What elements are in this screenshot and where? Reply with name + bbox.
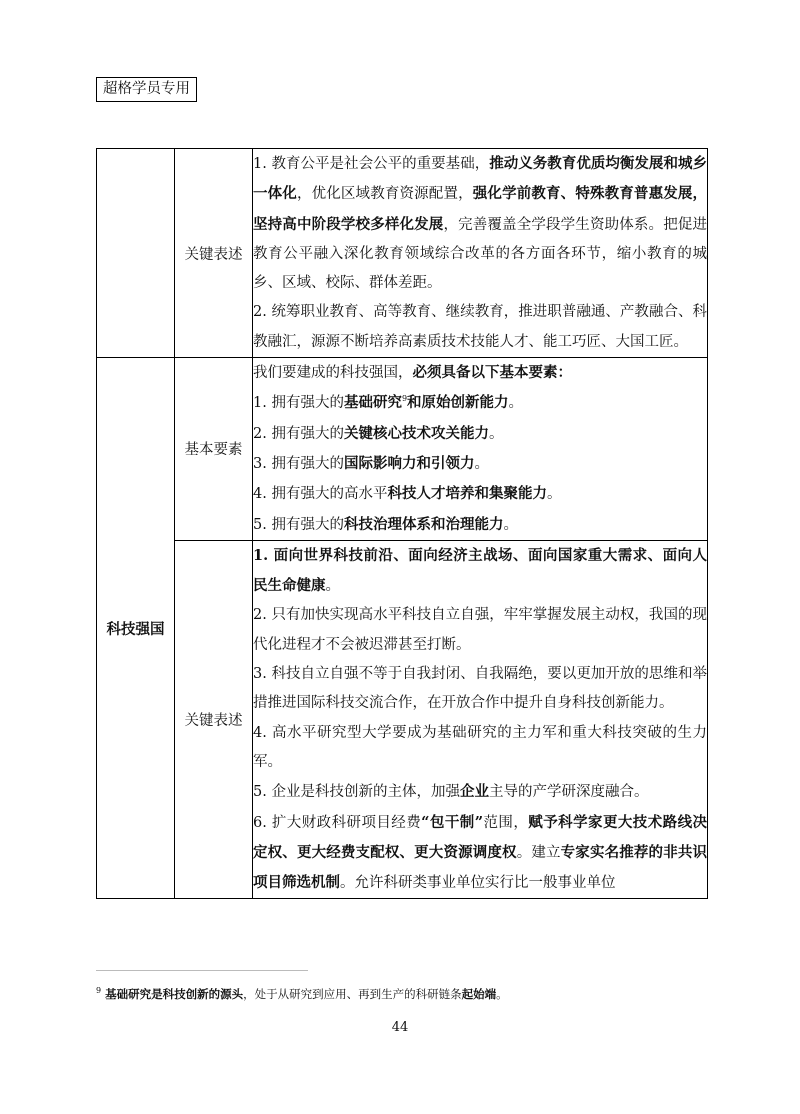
paragraph — [253, 601, 707, 660]
footnote-marker: 9 — [96, 986, 102, 996]
sub-label-top-key: 关键表述 — [175, 149, 253, 358]
text-run: ，优化区域教育资源配置， — [296, 186, 473, 203]
text-run: 主导的产学研深度融合。 — [488, 784, 649, 801]
text-run: 2. 统筹职业教育、高等教育、继续教育，推进职普融通、产教融合、科教融汇，源源不断培养高素质技术技能人才、能工巧匠、大国工匠。 — [253, 304, 707, 350]
paragraph — [253, 358, 707, 388]
text-run: 3. 拥有强大的 — [253, 455, 344, 472]
text-run: 4. 高水平研究型大学要成为基础研究的主力军和重大科技突破的生力军。 — [253, 724, 707, 770]
bold-text: 推动义务教育优质均衡发展和城乡一体化 — [253, 155, 707, 203]
text-run: 范围， — [483, 814, 529, 831]
paragraph — [253, 388, 707, 418]
text-run: 5. 企业是科技创新的主体，加强 — [253, 784, 460, 801]
text-run: 5. 拥有强大的 — [253, 516, 344, 533]
bold-text: 专家实名推荐的非共识项目筛选机制 — [253, 843, 708, 892]
bold-text: “包干制” — [421, 813, 484, 831]
category-tech-power: 科技强国 — [97, 358, 175, 899]
paragraph — [253, 808, 707, 899]
text-run: 。建立 — [516, 844, 561, 861]
bold-text: 必须具备以下基本要素： — [412, 364, 572, 382]
bold-text: 基础研究是科技创新的源头 — [101, 987, 244, 1001]
text-run: ，处于从研究到应用、再到生产的科研链条 — [243, 987, 462, 1001]
bold-text: 和原始创新能力 — [407, 394, 509, 412]
text-run: 3. 科技自立自强不等于自我封闭、自我隔绝，要以更加开放的思维和举措推进国际科技交流合作，在开放合作中提升自身科技创新能力。 — [253, 666, 707, 712]
bold-text: 基础研究 — [343, 394, 402, 412]
paragraph — [253, 510, 707, 540]
content-top-key — [253, 149, 708, 358]
bold-text: 1. 面向世界科技前沿、面向经济主战场、面向国家重大需求、面向人民生命健康 — [253, 546, 707, 595]
row-tech-basic — [97, 358, 708, 541]
sub-label-basic: 基本要素 — [175, 358, 253, 541]
paragraph — [253, 777, 707, 807]
row-education-key — [97, 149, 708, 358]
content-table — [96, 148, 708, 899]
content-tech-key — [253, 540, 708, 899]
text-run: 。 — [508, 395, 524, 412]
text-run: 。 — [474, 455, 489, 472]
paragraph — [253, 541, 707, 602]
paragraph — [253, 419, 707, 449]
text-run: 我们要建成的科技强国， — [253, 365, 413, 382]
content-basic — [253, 358, 708, 541]
text-run: 。 — [488, 425, 504, 442]
row-tech-key — [97, 540, 708, 899]
bold-text: 起始端 — [461, 987, 497, 1001]
text-run: 2. 拥有强大的 — [253, 425, 344, 442]
text-run: 1. 拥有强大的 — [253, 395, 344, 412]
bold-text: 赋予科学家更大技术路线决定权、更大经费支配权、更大资源调度权 — [253, 813, 708, 861]
paragraph — [253, 719, 707, 778]
bold-text: 强化学前教育、特殊教育普惠发展，坚持高中阶段学校多样化发展 — [253, 185, 708, 233]
paragraph — [253, 149, 707, 298]
text-run: 。 — [546, 486, 562, 503]
text-run: 。允许科研类事业单位实行比一般事业单位 — [340, 875, 616, 892]
bold-text: 科技人才培养和集聚能力 — [387, 485, 547, 503]
text-run: ，完善覆盖全学段学生资助体系。把促进教育公平融入深化教育领域综合改革的各方面各环节，缩小教育的城乡、区域、校际、群体差距。 — [253, 216, 708, 292]
text-run: 1. 教育公平是社会公平的重要基础， — [253, 156, 490, 172]
text-run: 。 — [325, 578, 340, 595]
paragraph — [253, 298, 707, 357]
bold-text: 企业 — [459, 783, 489, 801]
footnote-text — [101, 987, 508, 1001]
text-run: 。 — [496, 987, 508, 1001]
footnote-divider — [96, 970, 308, 971]
bold-text: 科技治理体系和治理能力 — [343, 515, 504, 533]
footnote-ref: 9 — [401, 394, 408, 404]
text-run: 6. 扩大财政科研项目经费 — [253, 814, 422, 831]
paragraph — [253, 479, 707, 509]
category-cell-top — [97, 149, 175, 358]
sub-label-tech-key: 关键表述 — [175, 540, 253, 899]
footnote — [96, 986, 706, 1002]
text-run: 4. 拥有强大的高水平 — [253, 486, 388, 503]
bold-text: 关键核心技术攻关能力 — [343, 424, 489, 442]
bold-text: 国际影响力和引领力 — [343, 454, 475, 472]
header-tag: 超格学员专用 — [96, 77, 197, 102]
text-run: 。 — [503, 516, 518, 533]
text-run: 2. 只有加快实现高水平科技自立自强，牢牢掌握发展主动权，我国的现代化进程才不会被迟滞甚至打断。 — [253, 607, 707, 653]
paragraph — [253, 660, 707, 719]
paragraph — [253, 449, 707, 479]
page-number: 44 — [391, 1020, 409, 1035]
